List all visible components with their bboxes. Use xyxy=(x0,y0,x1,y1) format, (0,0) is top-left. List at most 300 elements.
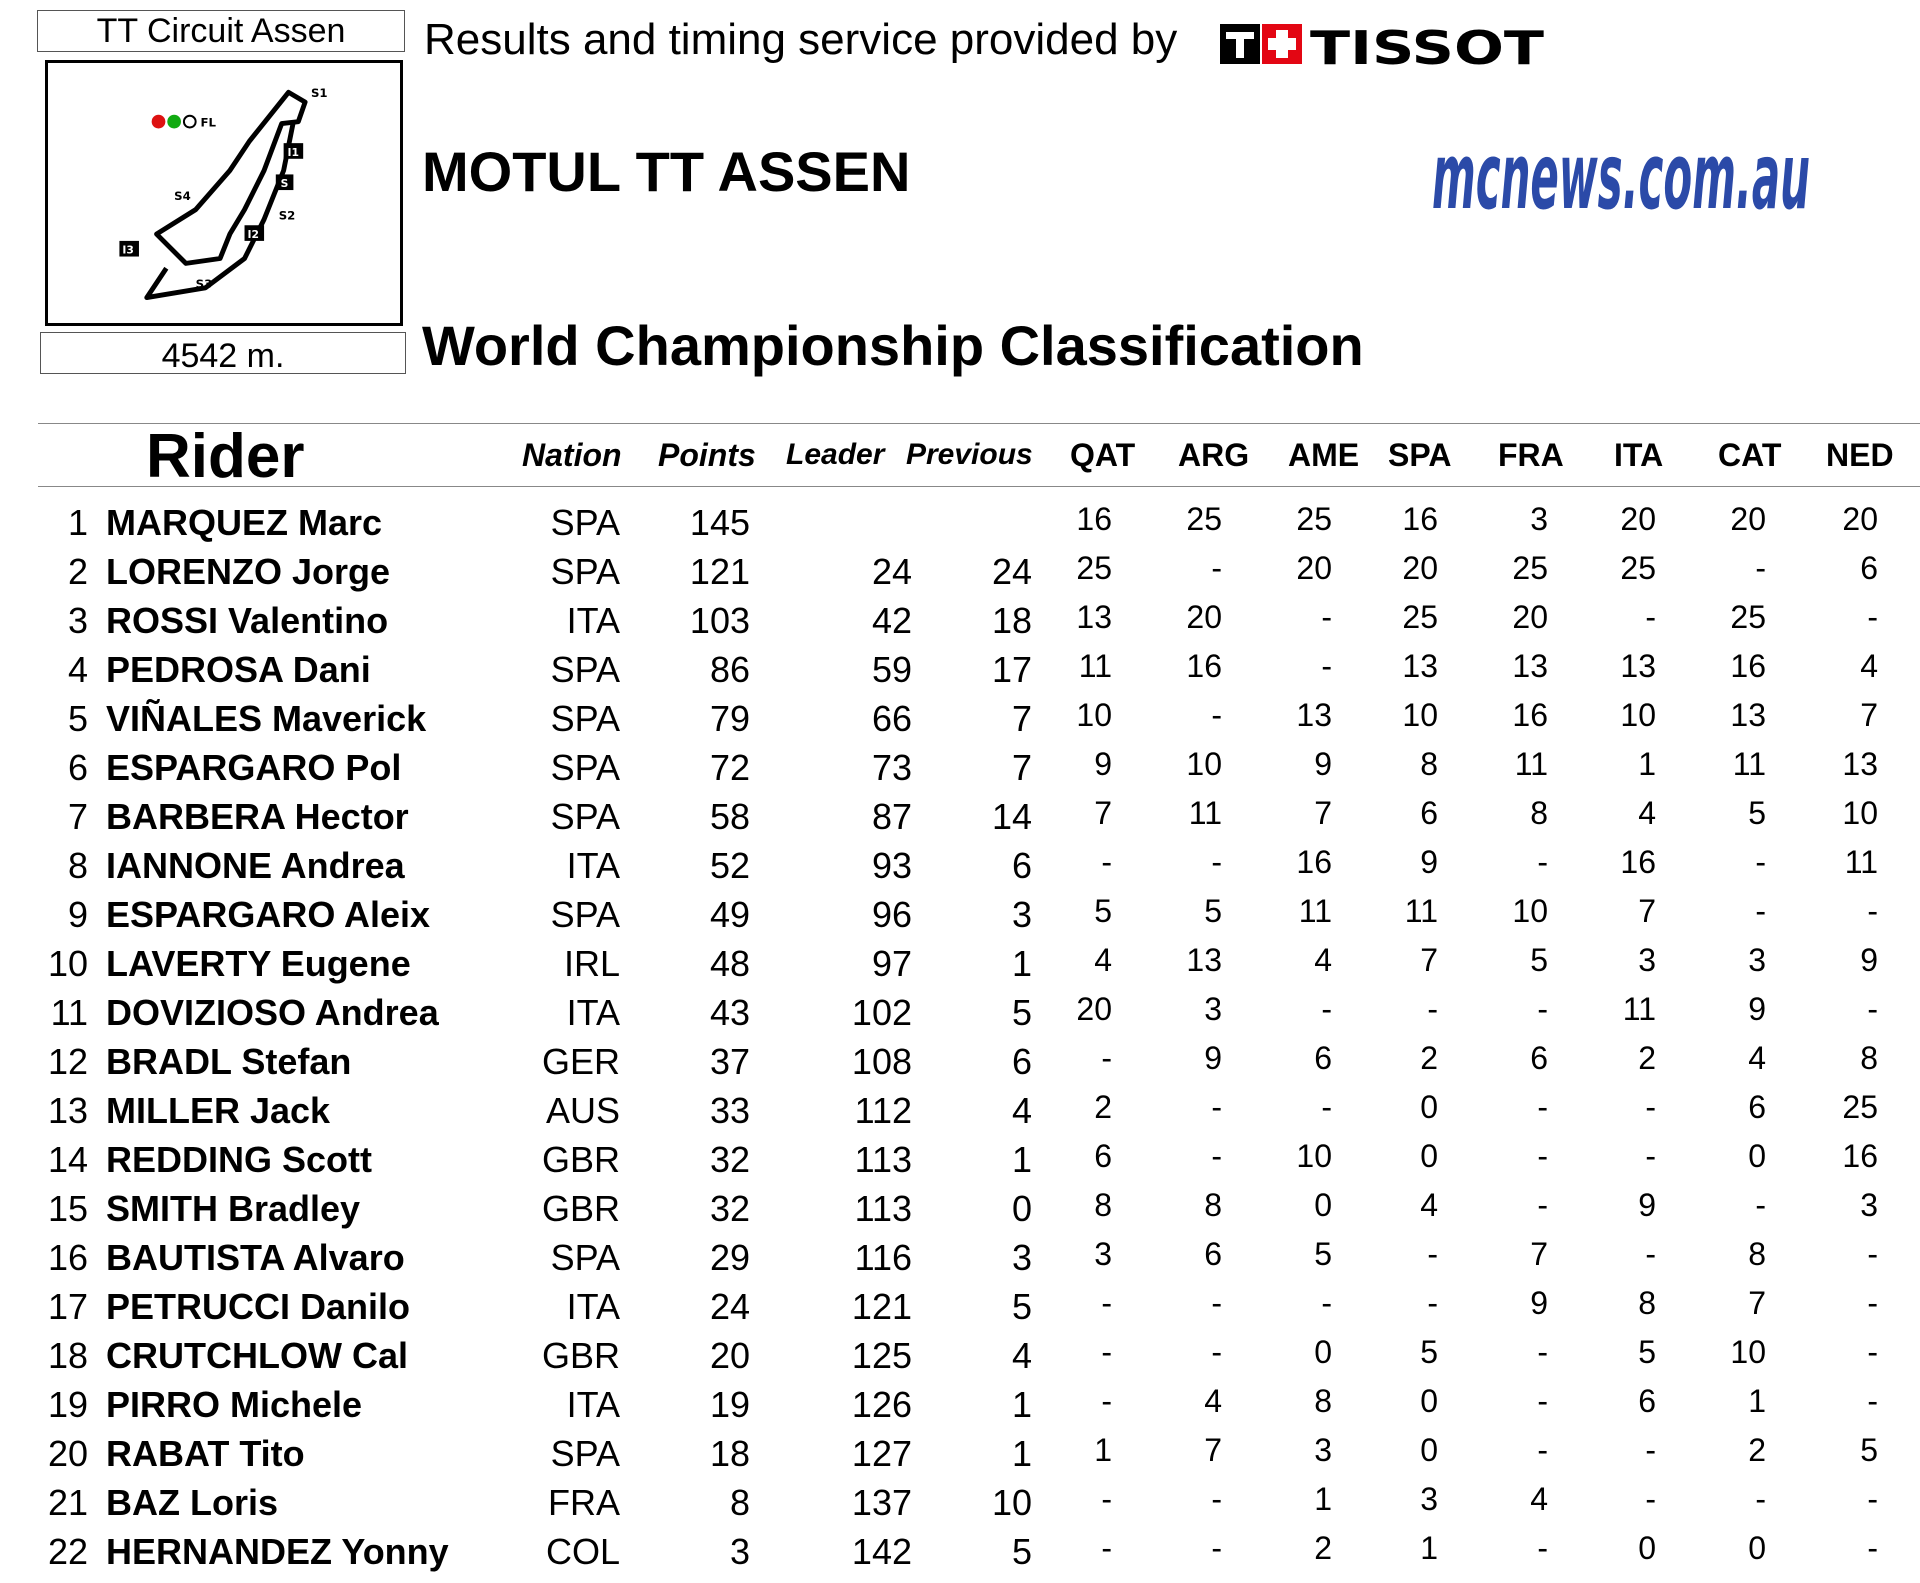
rider-position: 2 xyxy=(67,551,88,592)
race-points-arg: - xyxy=(1211,1089,1222,1125)
rider-name: HERNANDEZ Yonny xyxy=(106,1531,449,1572)
rider-position: 7 xyxy=(67,796,88,837)
rider-points: 86 xyxy=(709,649,750,690)
gap-to-leader: 73 xyxy=(871,747,912,788)
table-row xyxy=(0,841,1920,890)
race-points-qat: - xyxy=(1101,1040,1112,1076)
gap-to-leader: 87 xyxy=(871,796,912,837)
race-points-ita: 2 xyxy=(1638,1040,1656,1076)
race-points-ita: 5 xyxy=(1638,1334,1656,1370)
rider-name: MARQUEZ Marc xyxy=(106,502,383,543)
race-points-ame: 10 xyxy=(1296,1138,1332,1174)
race-points-arg: 7 xyxy=(1204,1432,1222,1468)
race-points-fra: 3 xyxy=(1530,501,1548,537)
rider-name: LAVERTY Eugene xyxy=(106,943,411,984)
rider-position: 20 xyxy=(47,1433,88,1474)
race-points-fra: 20 xyxy=(1512,599,1548,635)
rider-name: ROSSI Valentino xyxy=(106,600,389,641)
rider-name: REDDING Scott xyxy=(106,1139,373,1180)
rider-name: CRUTCHLOW Cal xyxy=(106,1335,408,1376)
rider-nation: GBR xyxy=(541,1139,620,1180)
race-points-ita: 6 xyxy=(1638,1383,1656,1419)
race-points-qat: - xyxy=(1101,1285,1112,1321)
gap-to-previous: 24 xyxy=(991,551,1032,592)
race-points-spa: 4 xyxy=(1420,1187,1438,1223)
map-label-i3: I3 xyxy=(122,243,134,257)
rider-position: 13 xyxy=(47,1090,88,1131)
race-points-spa: 3 xyxy=(1420,1481,1438,1517)
race-points-ame: 2 xyxy=(1314,1530,1332,1566)
race-points-ned: - xyxy=(1867,1236,1878,1272)
map-label-s4: S4 xyxy=(174,188,191,203)
rider-position: 8 xyxy=(67,845,88,886)
race-points-ned: - xyxy=(1867,1285,1878,1321)
race-points-fra: - xyxy=(1537,844,1548,880)
race-points-cat: 20 xyxy=(1730,501,1766,537)
race-points-cat: 10 xyxy=(1730,1334,1766,1370)
race-points-ame: 25 xyxy=(1296,501,1332,537)
gap-to-previous: 7 xyxy=(1011,698,1032,739)
rider-position: 10 xyxy=(47,943,88,984)
table-row xyxy=(0,1380,1920,1429)
track-map xyxy=(45,60,403,326)
rider-nation: ITA xyxy=(566,1384,620,1425)
race-points-cat: 16 xyxy=(1730,648,1766,684)
race-points-ned: 25 xyxy=(1842,1089,1878,1125)
race-points-ame: 3 xyxy=(1314,1432,1332,1468)
gap-to-previous: 18 xyxy=(991,600,1032,641)
rider-name: ESPARGARO Pol xyxy=(106,747,402,788)
gap-to-previous: 1 xyxy=(1011,1433,1032,1474)
race-points-arg: - xyxy=(1211,844,1222,880)
rider-points: 29 xyxy=(709,1237,750,1278)
table-row xyxy=(0,1331,1920,1380)
gap-to-leader: 93 xyxy=(871,845,912,886)
race-points-ned: - xyxy=(1867,599,1878,635)
race-points-cat: 5 xyxy=(1748,795,1766,831)
race-points-ita: 1 xyxy=(1638,746,1656,782)
rider-name: BAZ Loris xyxy=(106,1482,279,1523)
mcnews-logo-text: mcnews.com.au xyxy=(1432,123,1810,230)
race-points-ned: 6 xyxy=(1860,550,1878,586)
race-points-cat: 2 xyxy=(1748,1432,1766,1468)
race-points-qat: 1 xyxy=(1094,1432,1112,1468)
race-points-spa: 8 xyxy=(1420,746,1438,782)
map-label-fl: FL xyxy=(200,115,217,130)
gap-to-leader: 121 xyxy=(851,1286,912,1327)
race-points-ned: 5 xyxy=(1860,1432,1878,1468)
race-points-qat: 20 xyxy=(1076,991,1112,1027)
rider-nation: GBR xyxy=(541,1335,620,1376)
race-points-fra: - xyxy=(1537,1383,1548,1419)
race-points-ita: 16 xyxy=(1620,844,1656,880)
race-points-arg: - xyxy=(1211,697,1222,733)
race-points-ita: 9 xyxy=(1638,1187,1656,1223)
gap-to-leader: 96 xyxy=(871,894,912,935)
race-points-arg: 4 xyxy=(1204,1383,1222,1419)
gap-to-previous: 1 xyxy=(1011,943,1032,984)
table-row xyxy=(0,1184,1920,1233)
rider-points: 79 xyxy=(709,698,750,739)
rider-points: 37 xyxy=(709,1041,750,1082)
gap-to-leader: 142 xyxy=(851,1531,912,1572)
rider-position: 12 xyxy=(47,1041,88,1082)
rider-points: 33 xyxy=(709,1090,750,1131)
rider-name: BRADL Stefan xyxy=(106,1041,352,1082)
rider-points: 32 xyxy=(709,1139,750,1180)
rider-nation: SPA xyxy=(550,698,620,739)
race-points-qat: 5 xyxy=(1094,893,1112,929)
gap-to-previous: 3 xyxy=(1011,894,1032,935)
rider-name: VIÑALES Maverick xyxy=(106,698,427,739)
race-points-ita: 10 xyxy=(1620,697,1656,733)
race-points-fra: - xyxy=(1537,1432,1548,1468)
race-points-fra: 10 xyxy=(1512,893,1548,929)
rider-name: SMITH Bradley xyxy=(106,1188,361,1229)
race-points-ame: 0 xyxy=(1314,1187,1332,1223)
race-points-qat: 2 xyxy=(1094,1089,1112,1125)
race-points-spa: 9 xyxy=(1420,844,1438,880)
rider-nation: FRA xyxy=(548,1482,620,1523)
gap-to-previous: 10 xyxy=(991,1482,1032,1523)
race-points-qat: 16 xyxy=(1076,501,1112,537)
gap-to-previous: 5 xyxy=(1011,1286,1032,1327)
race-points-ned: 9 xyxy=(1860,942,1878,978)
race-points-qat: 9 xyxy=(1094,746,1112,782)
race-points-ame: 20 xyxy=(1296,550,1332,586)
race-points-arg: 6 xyxy=(1204,1236,1222,1272)
rider-name: RABAT Tito xyxy=(106,1433,305,1474)
race-points-qat: 6 xyxy=(1094,1138,1112,1174)
race-points-ned: - xyxy=(1867,1481,1878,1517)
rider-name: BARBERA Hector xyxy=(106,796,409,837)
race-points-arg: 9 xyxy=(1204,1040,1222,1076)
table-row xyxy=(0,1282,1920,1331)
race-points-spa: 5 xyxy=(1420,1334,1438,1370)
race-points-cat: 0 xyxy=(1748,1530,1766,1566)
race-points-ame: 1 xyxy=(1314,1481,1332,1517)
gap-to-leader: 97 xyxy=(871,943,912,984)
race-points-arg: 13 xyxy=(1186,942,1222,978)
rider-points: 18 xyxy=(709,1433,750,1474)
gap-to-leader: 127 xyxy=(851,1433,912,1474)
rider-points: 32 xyxy=(709,1188,750,1229)
race-points-ame: 6 xyxy=(1314,1040,1332,1076)
race-points-arg: 3 xyxy=(1204,991,1222,1027)
race-points-qat: - xyxy=(1101,1334,1112,1370)
rider-nation: SPA xyxy=(550,551,620,592)
col-race-ame: AME xyxy=(1288,437,1360,473)
race-points-qat: - xyxy=(1101,1530,1112,1566)
race-points-cat: 3 xyxy=(1748,942,1766,978)
rider-position: 17 xyxy=(47,1286,88,1327)
rider-points: 20 xyxy=(709,1335,750,1376)
race-points-arg: - xyxy=(1211,1530,1222,1566)
table-row xyxy=(0,645,1920,694)
race-points-ned: 10 xyxy=(1842,795,1878,831)
map-label-i1: I1 xyxy=(287,145,300,159)
table-row xyxy=(0,1037,1920,1086)
race-points-arg: 11 xyxy=(1188,795,1222,831)
race-points-fra: 6 xyxy=(1530,1040,1548,1076)
race-points-ned: 11 xyxy=(1844,844,1878,880)
table-row xyxy=(0,1527,1920,1576)
map-label-s2: S2 xyxy=(278,208,296,223)
race-points-ita: - xyxy=(1645,1432,1656,1468)
table-row xyxy=(0,596,1920,645)
race-points-ita: - xyxy=(1645,1481,1656,1517)
race-points-spa: 1 xyxy=(1420,1530,1438,1566)
gap-to-leader: 102 xyxy=(851,992,912,1033)
rider-nation: GBR xyxy=(541,1188,620,1229)
rider-nation: ITA xyxy=(566,1286,620,1327)
race-points-fra: 11 xyxy=(1514,746,1548,782)
gap-to-previous: 3 xyxy=(1011,1237,1032,1278)
race-points-ned: - xyxy=(1867,1334,1878,1370)
col-race-cat: CAT xyxy=(1718,437,1782,473)
col-race-ned: NED xyxy=(1826,437,1894,473)
race-points-spa: 10 xyxy=(1402,697,1438,733)
rider-points: 58 xyxy=(709,796,750,837)
rider-name: PETRUCCI Danilo xyxy=(106,1286,411,1327)
race-points-ame: - xyxy=(1321,991,1332,1027)
race-points-fra: - xyxy=(1537,1334,1548,1370)
race-points-spa: - xyxy=(1427,1285,1438,1321)
table-header xyxy=(0,422,1920,491)
race-points-spa: 0 xyxy=(1420,1432,1438,1468)
race-points-fra: 9 xyxy=(1530,1285,1548,1321)
race-points-spa: 0 xyxy=(1420,1383,1438,1419)
race-points-fra: - xyxy=(1537,1089,1548,1125)
race-points-cat: - xyxy=(1755,844,1766,880)
race-points-arg: 5 xyxy=(1204,893,1222,929)
race-points-ned: - xyxy=(1867,1530,1878,1566)
gap-to-leader: 113 xyxy=(854,1188,912,1229)
rider-points: 48 xyxy=(709,943,750,984)
race-points-qat: 11 xyxy=(1078,648,1112,684)
gap-to-leader: 126 xyxy=(851,1384,912,1425)
rider-points: 8 xyxy=(729,1482,750,1523)
race-points-ita: 13 xyxy=(1620,648,1656,684)
race-points-ita: - xyxy=(1645,1138,1656,1174)
race-points-arg: 20 xyxy=(1186,599,1222,635)
race-points-ame: - xyxy=(1321,648,1332,684)
rider-position: 14 xyxy=(47,1139,88,1180)
gap-to-previous xyxy=(960,498,1032,547)
race-points-ame: 11 xyxy=(1298,893,1332,929)
table-row xyxy=(0,792,1920,841)
table-row xyxy=(0,1135,1920,1184)
race-points-fra: - xyxy=(1537,991,1548,1027)
race-points-ned: 4 xyxy=(1860,648,1878,684)
rider-nation: IRL xyxy=(563,943,620,984)
race-points-ned: 8 xyxy=(1860,1040,1878,1076)
track-map-icon xyxy=(48,63,400,323)
race-points-qat: - xyxy=(1101,1481,1112,1517)
track-length: 4542 m. xyxy=(40,332,406,374)
rider-position: 22 xyxy=(47,1531,88,1572)
col-previous: Previous xyxy=(906,438,1033,471)
table-row xyxy=(0,1429,1920,1478)
race-points-arg: - xyxy=(1211,1481,1222,1517)
race-points-qat: - xyxy=(1101,1383,1112,1419)
race-points-qat: 25 xyxy=(1076,550,1112,586)
race-points-ned: - xyxy=(1867,991,1878,1027)
race-points-cat: - xyxy=(1755,550,1766,586)
race-points-ita: 8 xyxy=(1638,1285,1656,1321)
rider-points: 121 xyxy=(689,551,750,592)
rider-points: 52 xyxy=(709,845,750,886)
mcnews-logo xyxy=(1420,118,1820,278)
col-race-arg: ARG xyxy=(1178,437,1250,473)
rider-points: 72 xyxy=(709,747,750,788)
rider-nation: SPA xyxy=(550,1433,620,1474)
table-row xyxy=(0,498,1920,547)
table-row xyxy=(0,939,1920,988)
race-points-ned: - xyxy=(1867,1383,1878,1419)
table-header-bottom-rule xyxy=(38,486,1920,487)
event-title: MOTUL TT ASSEN xyxy=(422,140,911,203)
race-points-fra: 13 xyxy=(1512,648,1548,684)
race-points-fra: 16 xyxy=(1512,697,1548,733)
race-points-arg: - xyxy=(1211,1285,1222,1321)
rider-points: 24 xyxy=(709,1286,750,1327)
race-points-cat: 25 xyxy=(1730,599,1766,635)
race-points-ita: 25 xyxy=(1620,550,1656,586)
race-points-ame: 9 xyxy=(1314,746,1332,782)
race-points-spa: 0 xyxy=(1420,1138,1438,1174)
gap-to-leader: 24 xyxy=(871,551,912,592)
gap-to-leader xyxy=(820,498,912,547)
race-points-cat: - xyxy=(1755,1481,1766,1517)
race-points-ita: 4 xyxy=(1638,795,1656,831)
race-points-qat: - xyxy=(1101,844,1112,880)
race-points-ned: 7 xyxy=(1860,697,1878,733)
rider-position: 21 xyxy=(47,1482,88,1523)
rider-nation: SPA xyxy=(550,894,620,935)
gap-to-leader: 137 xyxy=(851,1482,912,1523)
race-points-fra: 4 xyxy=(1530,1481,1548,1517)
race-points-cat: 1 xyxy=(1748,1383,1766,1419)
race-points-ned: - xyxy=(1867,893,1878,929)
col-leader: Leader xyxy=(786,438,885,471)
rider-name: ESPARGARO Aleix xyxy=(106,894,431,935)
race-points-fra: 5 xyxy=(1530,942,1548,978)
race-points-ned: 20 xyxy=(1842,501,1878,537)
race-points-spa: 2 xyxy=(1420,1040,1438,1076)
race-points-fra: 25 xyxy=(1512,550,1548,586)
rider-name: PEDROSA Dani xyxy=(106,649,371,690)
col-nation: Nation xyxy=(522,437,622,473)
rider-position: 19 xyxy=(47,1384,88,1425)
table-row xyxy=(0,743,1920,792)
rider-nation: SPA xyxy=(550,649,620,690)
map-label-s1: S1 xyxy=(310,86,328,101)
rider-nation: SPA xyxy=(550,747,620,788)
race-points-ame: 0 xyxy=(1314,1334,1332,1370)
gap-to-previous: 1 xyxy=(1011,1384,1032,1425)
rider-points: 19 xyxy=(709,1384,750,1425)
rider-position: 15 xyxy=(47,1188,88,1229)
gap-to-previous: 4 xyxy=(1011,1090,1032,1131)
race-points-ita: 0 xyxy=(1638,1530,1656,1566)
rider-position: 16 xyxy=(47,1237,88,1278)
map-label-i2: I2 xyxy=(247,227,259,241)
rider-nation: ITA xyxy=(566,992,620,1033)
document-title: World Championship Classification xyxy=(422,314,1364,377)
gap-to-previous: 6 xyxy=(1011,1041,1032,1082)
col-race-spa: SPA xyxy=(1388,437,1452,473)
gap-to-leader: 113 xyxy=(854,1139,912,1180)
gap-to-leader: 116 xyxy=(854,1237,912,1278)
col-race-qat: QAT xyxy=(1070,437,1136,473)
race-points-arg: 8 xyxy=(1204,1187,1222,1223)
gap-to-leader: 112 xyxy=(854,1090,912,1131)
race-points-spa: 0 xyxy=(1420,1089,1438,1125)
rider-position: 6 xyxy=(67,747,88,788)
gap-to-previous: 17 xyxy=(991,649,1032,690)
map-label-s: S xyxy=(280,177,289,191)
rider-name: MILLER Jack xyxy=(106,1090,331,1131)
race-points-spa: 25 xyxy=(1402,599,1438,635)
rider-nation: SPA xyxy=(550,1237,620,1278)
race-points-spa: - xyxy=(1427,1236,1438,1272)
table-row xyxy=(0,1478,1920,1527)
race-points-cat: 13 xyxy=(1730,697,1766,733)
race-points-ita: - xyxy=(1645,1089,1656,1125)
gap-to-previous: 5 xyxy=(1011,1531,1032,1572)
rider-name: DOVIZIOSO Andrea xyxy=(106,992,439,1033)
tissot-logo-text: TISSOT xyxy=(1310,21,1545,74)
race-points-cat: 7 xyxy=(1748,1285,1766,1321)
race-points-ita: 20 xyxy=(1620,501,1656,537)
race-points-cat: 8 xyxy=(1748,1236,1766,1272)
race-points-cat: 4 xyxy=(1748,1040,1766,1076)
race-points-spa: 7 xyxy=(1420,942,1438,978)
map-label-s3: S3 xyxy=(195,276,213,291)
race-points-ned: 3 xyxy=(1860,1187,1878,1223)
race-points-ame: - xyxy=(1321,1285,1332,1321)
col-race-fra: FRA xyxy=(1498,437,1564,473)
race-points-ned: 13 xyxy=(1842,746,1878,782)
race-points-ita: 7 xyxy=(1638,893,1656,929)
race-points-ita: - xyxy=(1645,599,1656,635)
race-points-fra: 7 xyxy=(1530,1236,1548,1272)
rider-position: 4 xyxy=(67,649,88,690)
race-points-ned: 16 xyxy=(1842,1138,1878,1174)
race-points-cat: - xyxy=(1755,1187,1766,1223)
race-points-ame: 8 xyxy=(1314,1383,1332,1419)
race-points-ame: - xyxy=(1321,599,1332,635)
table-row xyxy=(0,547,1920,596)
rider-points: 43 xyxy=(709,992,750,1033)
race-points-arg: 16 xyxy=(1186,648,1222,684)
rider-nation: AUS xyxy=(545,1090,620,1131)
race-points-arg: 25 xyxy=(1186,501,1222,537)
race-points-arg: - xyxy=(1211,1334,1222,1370)
gap-to-previous: 1 xyxy=(1011,1139,1032,1180)
race-points-cat: - xyxy=(1755,893,1766,929)
rider-name: PIRRO Michele xyxy=(106,1384,363,1425)
gap-to-leader: 59 xyxy=(871,649,912,690)
table-row xyxy=(0,890,1920,939)
race-points-qat: 7 xyxy=(1094,795,1112,831)
rider-position: 5 xyxy=(67,698,88,739)
race-points-cat: 9 xyxy=(1748,991,1766,1027)
col-rider: Rider xyxy=(146,422,305,491)
race-points-qat: 3 xyxy=(1094,1236,1112,1272)
race-points-spa: - xyxy=(1427,991,1438,1027)
